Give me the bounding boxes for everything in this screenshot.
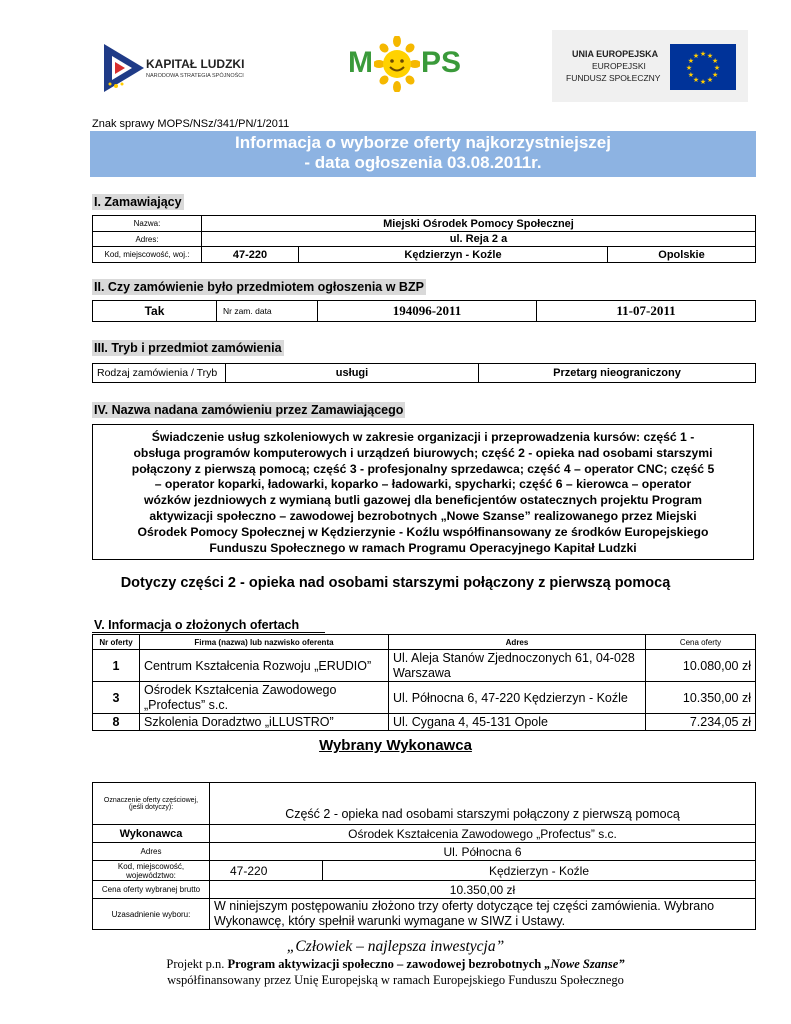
city: Kędzierzyn - Koźle xyxy=(299,247,608,263)
section5-underline xyxy=(92,632,325,633)
order-name-line: Ośrodek Pomocy Społecznej w Kędzierzynie - Koźlu współfinansowany ze środków Europejskiego xyxy=(137,524,709,539)
name-label: Nazwa: xyxy=(93,216,202,232)
eu-line1: UNIA EUROPEJSKA xyxy=(572,49,659,59)
address-label: Adres: xyxy=(93,232,202,247)
winner-code-label: Kod, miejscowość, województwo: xyxy=(93,861,210,881)
order-name-line: Funduszu Społecznego w ramach Programu Operacyjnego Kapitał Ludzki xyxy=(209,540,637,555)
postal-code: 47-220 xyxy=(202,247,299,263)
kapital-ludzki-logo xyxy=(100,42,270,96)
eu-star-icon: ★ xyxy=(706,52,714,60)
eu-logo xyxy=(552,30,748,102)
winner-reason-label: Uzasadnienie wyboru: xyxy=(93,899,210,930)
eu-star-icon: ★ xyxy=(685,65,693,72)
offer-address: Ul. Aleja Stanów Zjednoczonych 61, 04-028 Warszawa xyxy=(389,650,646,682)
offer-price: 10.350,00 zł xyxy=(646,682,756,714)
eu-line2: EUROPEJSKI xyxy=(592,61,646,71)
mode-table xyxy=(92,363,756,383)
order-name-line: aktywizacji społeczno – zawodowej bezrobotnych „Nowe Szanse” realizowanego przez Miejski xyxy=(149,508,697,523)
eu-star-icon: ★ xyxy=(687,58,695,65)
winner-price-value: 10.350,00 zł xyxy=(210,881,756,899)
winner-price-label: Cena oferty wybranej brutto xyxy=(93,881,210,899)
part-heading xyxy=(0,575,791,591)
offers-header-nr: Nr oferty xyxy=(93,635,140,650)
section3-heading: III. Tryb i przedmiot zamówienia xyxy=(94,341,282,355)
kapital-ludzki-title: KAPITAŁ LUDZKI xyxy=(146,57,245,71)
winner-heading: Wybrany Wykonawca xyxy=(319,737,472,754)
winner-table xyxy=(92,782,756,930)
mops-logo-m: M xyxy=(348,46,373,79)
order-mode: Przetarg nieograniczony xyxy=(479,364,756,383)
offers-header-firm: Firma (nazwa) lub nazwisko oferenta xyxy=(140,635,389,650)
offer-firm: Ośrodek Kształcenia Zawodowego „Profectus” s.c. xyxy=(140,682,389,714)
footer-project-prefix: Projekt p.n. xyxy=(166,957,228,971)
offer-firm: Centrum Kształcenia Rozwoju „ERUDIO” xyxy=(140,650,389,682)
eu-star-icon: ★ xyxy=(711,72,719,79)
offer-nr: 3 xyxy=(93,682,140,714)
code-label: Kod, miejscowość, woj.: xyxy=(93,247,202,263)
name-value: Miejski Ośrodek Pomocy Społecznej xyxy=(202,216,756,232)
bzp-answer: Tak xyxy=(93,301,217,322)
bzp-nr-value: 194096-2011 xyxy=(318,301,537,322)
eu-star-icon: ★ xyxy=(713,65,721,72)
order-name-line: połączony z pierwszą pomocą; część 3 - profesjonalny sprzedawca; część 4 – operator CNC; część 5 xyxy=(131,461,715,476)
eu-star-icon: ★ xyxy=(692,77,700,85)
eu-star-icon: ★ xyxy=(711,58,719,65)
offer-price: 7.234,05 zł xyxy=(646,714,756,731)
footer-project xyxy=(0,957,791,972)
footer-project-name: Program aktywizacji społeczno – zawodowej bezrobotnych xyxy=(227,957,545,971)
sun-icon xyxy=(374,36,420,92)
winner-part-label: Oznaczenie oferty częściowej, (jeśli dotyczy): xyxy=(93,783,210,825)
offer-nr: 1 xyxy=(93,650,140,682)
winner-address-value: Ul. Północna 6 xyxy=(210,843,756,861)
mops-logo xyxy=(348,34,473,94)
order-type: usługi xyxy=(226,364,479,383)
order-name-line: Świadczenie usług szkoleniowych w zakresie organizacji i przeprowadzenia kursów: część 1 - xyxy=(151,430,695,444)
title-line1: Informacja o wyborze oferty najkorzystniejszej xyxy=(234,133,611,152)
offer-address: Ul. Północna 6, 47-220 Kędzierzyn - Koźle xyxy=(389,682,646,714)
offers-header-address: Adres xyxy=(389,635,646,650)
winner-postal-code: 47-220 xyxy=(210,861,323,881)
mode-label: Rodzaj zamówienia / Tryb xyxy=(93,364,226,383)
section5-heading: V. Informacja o złożonych ofertach xyxy=(94,618,300,632)
table-row xyxy=(93,650,756,682)
table-row xyxy=(93,682,756,714)
offer-firm: Szkolenia Doradztwo „iLLUSTRO” xyxy=(140,714,389,731)
section1-heading: I. Zamawiający xyxy=(94,195,182,209)
eu-star-icon: ★ xyxy=(706,77,714,85)
address-value: ul. Reja 2 a xyxy=(202,232,756,247)
kapital-ludzki-subtitle: NARODOWA STRATEGIA SPÓJNOŚCI xyxy=(146,73,244,79)
case-number: Znak sprawy MOPS/NSz/341/PN/1/2011 xyxy=(92,118,290,130)
section4-heading: IV. Nazwa nadana zamówieniu przez Zamawiającego xyxy=(94,403,404,417)
eu-star-icon: ★ xyxy=(699,79,707,86)
eu-flag-icon xyxy=(670,44,736,90)
ordering-party-table xyxy=(92,215,756,263)
order-name-box xyxy=(92,424,754,560)
footer-project-quote: „Nowe Szanse” xyxy=(544,957,625,971)
part-heading-prefix: Dotyczy części 2 - xyxy=(120,575,249,591)
winner-reason-value: W niniejszym postępowaniu złożono trzy oferty dotyczące tej części zamówienia. Wybrano Wykonawcę, który spełnił warunki wymagane w SIWZ i Ustawy. xyxy=(210,899,756,930)
title-line2: - data ogłoszenia 03.08.2011r. xyxy=(304,153,542,172)
winner-part-value: Część 2 - opieka nad osobami starszymi połączony z pierwszą pomocą xyxy=(210,783,756,825)
offers-table xyxy=(92,634,756,731)
section2-heading: II. Czy zamówienie było przedmiotem ogłoszenia w BZP xyxy=(94,280,424,294)
order-name-line: – operator koparki, ładowarki, koparko – ładowarki, spycharki; część 6 – kierowca – operator xyxy=(154,477,692,492)
winner-city: Kędzierzyn - Koźle xyxy=(323,861,756,881)
footer-motto: „Człowiek – najlepsza inwestycja” xyxy=(286,938,505,955)
bzp-table xyxy=(92,300,756,322)
eu-star-icon: ★ xyxy=(687,72,695,79)
winner-address-label: Adres xyxy=(93,843,210,861)
voivodeship: Opolskie xyxy=(608,247,756,263)
offers-header-price: Cena oferty xyxy=(646,635,756,650)
kapital-ludzki-emblem-icon xyxy=(100,42,148,94)
eu-line3: FUNDUSZ SPOŁECZNY xyxy=(566,73,661,83)
winner-contractor-value: Ośrodek Kształcenia Zawodowego „Profectus” s.c. xyxy=(210,825,756,843)
part-heading-rest: opieka nad osobami starszymi połączony z pierwszą pomocą xyxy=(248,575,671,591)
table-row xyxy=(93,714,756,731)
order-name-line: wózków jezdniowych z wymianą butli gazowej dla beneficjentów ostatecznych projektu Program xyxy=(143,493,703,508)
winner-contractor-label: Wykonawca xyxy=(93,825,210,843)
eu-star-icon: ★ xyxy=(692,52,700,60)
order-name-line: obsługa programów komputerowych i urządzeń biurowych; część 2 - opieka nad osobami starszymi xyxy=(133,445,713,460)
offer-address: Ul. Cygana 4, 45-131 Opole xyxy=(389,714,646,731)
bzp-date-value: 11-07-2011 xyxy=(537,301,756,322)
offer-nr: 8 xyxy=(93,714,140,731)
offer-price: 10.080,00 zł xyxy=(646,650,756,682)
bzp-nr-label: Nr zam. data xyxy=(217,301,318,322)
title-banner xyxy=(90,131,756,177)
eu-star-icon: ★ xyxy=(699,51,707,58)
footer-cofinanced: współfinansowany przez Unię Europejską w ramach Europejskiego Funduszu Społecznego xyxy=(167,973,624,987)
mops-logo-ps: PS xyxy=(421,46,462,79)
